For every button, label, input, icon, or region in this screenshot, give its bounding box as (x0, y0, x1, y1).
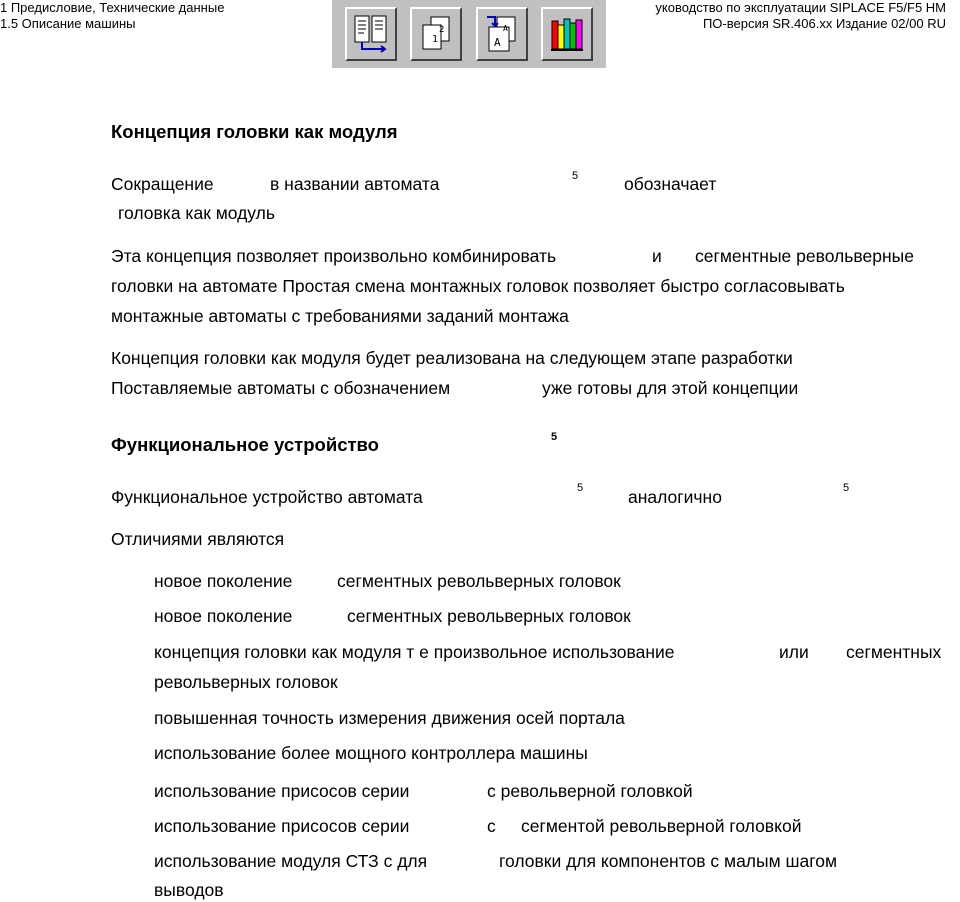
list-item: концепция головки как модуля т е произвольное использование (154, 642, 675, 662)
paragraph-text: сегментные револьверные (695, 246, 914, 266)
list-item: револьверных головок (154, 672, 338, 692)
list-item: использование более мощного контроллера машины (154, 743, 588, 763)
paragraph-text: монтажные автоматы с требованиями заданий монтажа (111, 306, 569, 326)
chapter-title: 1 Предисловие, Технические данные (0, 0, 225, 15)
paragraph-text: Отличиями являются (111, 529, 285, 549)
paragraph-text: и (652, 246, 662, 266)
superscript: 5 (551, 431, 558, 443)
list-item: использование модуля СТЗ с для (154, 851, 428, 871)
heading-head-as-module: Концепция головки как модуля (111, 121, 398, 142)
paragraph-text: Функциональное устройство автомата (111, 487, 423, 507)
abbrev-denotes: обозначает (624, 174, 717, 194)
svg-text:2: 2 (439, 25, 445, 35)
list-item: с (487, 816, 496, 836)
abbrev-label: Сокращение (111, 174, 214, 194)
superscript: 5 (572, 170, 579, 182)
paragraph-text: аналогично (628, 487, 722, 507)
list-item: сегментных (846, 642, 942, 662)
abbrev-in-name: в названии автомата (270, 174, 440, 194)
navigation-toolbar (332, 0, 606, 68)
search-button[interactable] (476, 7, 528, 61)
list-item: или (779, 642, 809, 662)
list-item: использование присосов серии (154, 781, 410, 801)
heading-functional-design: Функциональное устройство (111, 434, 379, 455)
library-button[interactable] (541, 7, 593, 61)
list-item: головки для компонентов с малым шагом (499, 851, 838, 871)
list-item: новое поколение (154, 571, 293, 591)
list-item: повышенная точность измерения движения осей портала (154, 708, 625, 728)
contents-icon (352, 13, 390, 55)
library-books-icon (548, 13, 586, 55)
svg-text:A: A (502, 24, 508, 33)
abbrev-meaning: головка как модуль (118, 203, 275, 223)
svg-text:1: 1 (432, 34, 439, 45)
list-item: использование присосов серии (154, 816, 410, 836)
list-item: сегментных револьверных головок (347, 606, 631, 626)
list-item: новое поколение (154, 606, 293, 626)
svg-text:A: A (493, 36, 501, 49)
superscript: 5 (843, 482, 850, 494)
pages-icon (417, 13, 455, 55)
header-left (0, 0, 224, 32)
list-item: сегментой револьверной головкой (521, 816, 802, 836)
paragraph-text: головки на автомате Простая смена монтажных головок позволяет быстро согласовывать (111, 276, 845, 296)
list-item: с револьверной головкой (487, 781, 693, 801)
section-title: 1.5 Описание машины (0, 16, 136, 31)
manual-title: уководство по эксплуатации SIPLACE F5/F5 HM (655, 0, 946, 15)
paragraph-text: Поставляемые автоматы с обозначением (111, 378, 451, 398)
list-item: сегментных револьверных головок (337, 571, 621, 591)
list-item: выводов (154, 880, 224, 900)
contents-button[interactable] (345, 7, 397, 61)
header-right (655, 0, 946, 32)
search-document-icon (483, 13, 521, 55)
pages-button[interactable] (410, 7, 462, 61)
superscript: 5 (577, 482, 584, 494)
paragraph-text: Эта концепция позволяет произвольно комбинировать (111, 246, 557, 266)
version-info: ПО-версия SR.406.xx Издание 02/00 RU (702, 16, 946, 31)
paragraph-text: Концепция головки как модуля будет реализована на следующем этапе разработки (111, 348, 793, 368)
paragraph-text: уже готовы для этой концепции (542, 378, 799, 398)
